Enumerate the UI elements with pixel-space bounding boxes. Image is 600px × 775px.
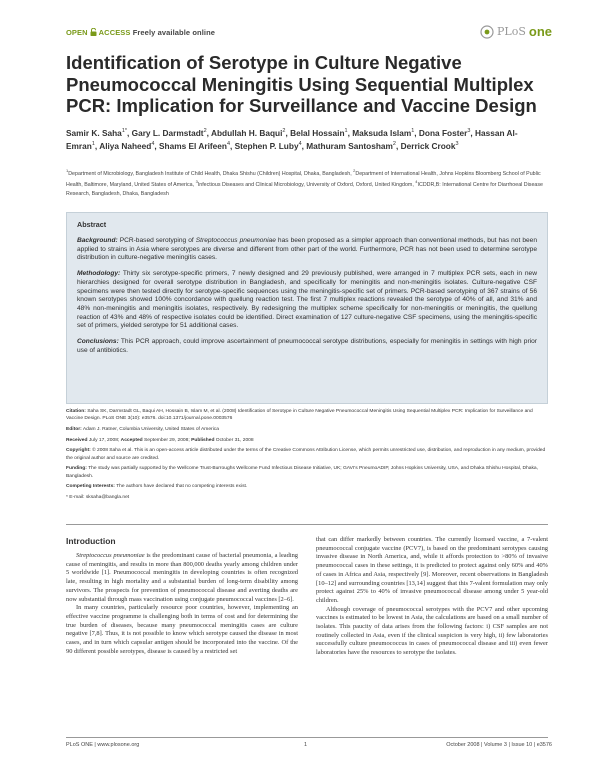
author-affiliation-mark: 3: [467, 128, 471, 134]
author-name: Hassan Al-Emran: [66, 127, 518, 151]
author-affiliation-mark: 2: [203, 128, 207, 134]
author-affiliation-mark: 4: [151, 141, 155, 148]
footer-issue: October 2008 | Volume 3 | Issue 10 | e3576: [446, 742, 552, 748]
author-name: Abdullah H. Baqui: [210, 127, 283, 138]
affiliation-number: 2: [353, 168, 356, 173]
abstract-heading: Abstract: [77, 220, 107, 229]
author-affiliation-mark: 4: [298, 141, 302, 148]
author-affiliation-mark: 4: [226, 141, 230, 148]
affiliation-number: 3: [195, 179, 198, 185]
author-name: Aliya Naheed: [99, 140, 152, 151]
author-affiliation-mark: 1*: [121, 128, 128, 134]
intro-paragraph: Although coverage of pneumococcal serotypes with the PCV7 and other upcoming vaccines is estimated to be lowest in Asia, the calculations are based on a small number of isolates. This paucity of data arises from the following factors: i) CSF samples are not routinely collected in Asia, even if the clinical suspicion is very high, ii) few laboratories successfully culture pneumococcus in cases of pneumococcal disease and iii) even fewer laboratories have the resources to serotype the isolates.: [316, 605, 548, 657]
article-title: Identification of Serotype in Culture Negative Pneumococcal Meningitis Using Sequential Multiplex PCR: Implication for Surveillance and Vaccine Design: [66, 52, 537, 116]
intro-paragraph: In many countries, particularly resource poor countries, however, implementing an effective vaccine programme is challenging both in terms of cost and for determining the true burden of diseases, because many pneumococcal meningitis cases are culture negative [7,8]. Thus, it is not possible to know which serotype caused the disease in most cases, and in turn which capsular antigen should be incorporated into the vaccine. Of the 90 different possible serotypes, disease is caused by a restricted set: [66, 604, 298, 655]
abstract-methodology: Methodology: Thirty six serotype-specific primers, 7 newly designed and 29 previously published, were arranged in 7 multiplex PCR sets, each in new hierarchies designed for overall serotype distribution in Bangladesh, and specifically for meningitis and non-meningitis isolates. Culture-negative CSF specimens were then tested directly for serotype-specific sequences using the meningitis-specific set of primers. PCR-based serotyping of 367 strains of 56 known serotypes showed 100% concordance with quellung reaction test. The first 7 multiplex reactions revealed the serotype of 40% of all, and 31% and 48% non-meningitis and meningitis isolates, respectively. By redesigning the multiplex scheme specifically for non-meningitis or meningitis, the quellung reaction of 43% and 48% of respective isolates could be identified. Direct examination of 127 culture-negative CSF specimens, using the meningitis-specific set of primers, yielded serotype for 51 additional cases.: [77, 270, 537, 330]
author-affiliation-mark: 1: [344, 128, 348, 134]
open-lock-icon: [90, 28, 97, 36]
abstract-background: Background: PCR-based serotyping of Streptococcus pneumoniae has been proposed as a simpler approach than conventional methods, but has not been applied to strains in Asia where serotypes are diverse and different from other part of the world. Furthermore, PCR has not been used to determine serotype distribution in culture-negative meningitis cases.: [77, 237, 537, 262]
funding-line: Funding: The study was partially supported by the Wellcome Trust-Burroughs Wellcome Fund Infectious Disease Initiative, UK; GAVI's PneumoADIP, Johns Hopkins University, USA, and Dhaka Shishu Hospital, Dhaka, Bangladesh.: [66, 466, 538, 479]
affiliation-number: 1: [66, 168, 69, 173]
email-line: * E-mail: sksaha@bangla.net: [66, 495, 130, 501]
author-name: Mathuram Santosham: [306, 140, 393, 151]
affiliation-text: ICDDR,B: International Centre for Diarrhoeal Disease Research, Bangladesh, Dhaka, Bangladesh: [66, 182, 543, 197]
author-name: Maksuda Islam: [352, 127, 412, 138]
intro-right-column: [316, 536, 548, 658]
abstract-box: [66, 212, 548, 404]
author-affiliation-mark: 1: [91, 141, 95, 148]
intro-paragraph: Streptococcus pneumoniae is the predominant cause of bacterial pneumonia, a leading cause of meningitis, and results in more than 800,000 deaths yearly among children under 5 worldwide [1]. Pneumococcal meningitis in developing countries is often recognized late, resulting in high mortality and a substantial burden of long-term disability among survivors. The prospects for prevention of pneumococcal disease and averting deaths are now substantial through mass vaccination using conjugate pneumococcal vaccines [2–6].: [66, 552, 298, 603]
footer-divider: [66, 737, 548, 738]
open-access-label: [66, 28, 215, 37]
affiliations: [66, 167, 548, 199]
freely-available-text: Freely available online: [132, 28, 216, 37]
author-name: Samir K. Saha: [66, 127, 122, 138]
plos-logo-mark-icon: [480, 25, 494, 39]
plos-one-logo: [480, 24, 552, 39]
author-name: Stephen P. Luby: [234, 140, 299, 151]
divider: [66, 524, 548, 525]
introduction-heading: Introduction: [66, 536, 116, 546]
open-text: OPEN: [66, 28, 88, 37]
logo-plos-text: PLoS: [497, 25, 526, 38]
author-name: Gary L. Darmstadt: [131, 127, 204, 138]
affiliation-text: Department of International Health, Johns Hopkins Bloomberg School of Public Health, Baltimore, Maryland, United States of America,: [66, 170, 541, 189]
editor-line: Editor: Adam J. Ratner, Columbia University, United States of America: [66, 426, 219, 432]
intro-paragraph: that can differ markedly between countries. The currently licensed vaccine, a 7-valent pneumococcal conjugate vaccine (PCV7), is based on the predominant serotypes causing invasive disease in North America, and, while it affords protection to >80% of invasive pneumococcal cases in these settings, it is predicted to protect against only 60% and 40% of cases in Africa and Asia, respectively [9]. Moreover, recent observations in Bangladesh [10–12] and surrounding countries [13,14] suggest that this 7-valent formulation may only protect against 25% to 40% of invasive pneumococcal disease among under 5 year-old children.: [316, 536, 548, 604]
author-name: Belal Hossain: [290, 127, 345, 138]
copyright-line: Copyright: © 2008 Saha et al. This is an open-access article distributed under the terms of the Creative Commons Attribution License, which permits unrestricted use, distribution, and reproduction in any medium, provided the original author and source are credited.: [66, 448, 546, 461]
affiliation-text: Department of Microbiology, Bangladesh Institute of Child Health, Dhaka Shishu (Children) Hospital, Dhaka, Bangladesh,: [68, 170, 352, 177]
abstract-conclusions: Conclusions: This PCR approach, could improve ascertainment of pneumococcal serotype distributions, especially for meningitis in settings with high prior use of antibiotics.: [77, 338, 537, 354]
author-name: Shams El Arifeen: [159, 140, 227, 151]
competing-interests-line: Competing Interests: The authors have declared that no competing interests exist.: [66, 484, 248, 490]
access-text: ACCESS: [98, 28, 131, 37]
intro-left-column: [66, 552, 298, 656]
author-list: Samir K. Saha$^{1*}$, Gary L. Darmstadt$^2$, Abdullah H. Baqui$^2$, Belal Hossain$^1$, Maksuda Islam$^1$, Dona Foster$^3$, Hassan Al-Emran$^1$, Aliya Naheed$^4$, Shams El Arifeen$^4$, Stephen P. Luby$^4$, Mathuram Santosham$^2$, Derrick Crook$^3$: [66, 127, 518, 151]
author-affiliation-mark: 2: [392, 141, 396, 148]
footer-journal: PLoS ONE | www.plosone.org: [66, 742, 140, 748]
author-name: Derrick Crook: [400, 140, 456, 151]
citation-line: Citation: Saha SK, Darmstadt GL, Baqui AH, Hossain B, Islam M, et al. (2008) Identification of Serotype in Culture Negative Pneumococcal Meningitis Using Sequential Multiplex PCR: Implication for Surveillance and Vaccine Design. PLoS ONE 3(10): e3576. doi:10.1371/journal.pone.0003576: [66, 409, 533, 422]
journal-header: [66, 24, 552, 44]
author-affiliation-mark: 3: [455, 141, 459, 148]
author-name: Dona Foster: [418, 127, 468, 138]
page-number: 1: [304, 742, 308, 748]
affiliation-text: Infectious Diseases and Clinical Microbiology, University of Oxford, Oxford, United Kingdom,: [197, 182, 414, 189]
author-affiliation-mark: 2: [282, 128, 286, 134]
dates-line: Received July 17, 2008; Accepted September 29, 2008; Published October 31, 2008: [66, 437, 254, 443]
citation-block: [66, 408, 548, 505]
author-affiliation-mark: 1: [411, 128, 415, 134]
affiliation-number: 4: [415, 179, 418, 185]
logo-one-text: one: [528, 24, 552, 39]
